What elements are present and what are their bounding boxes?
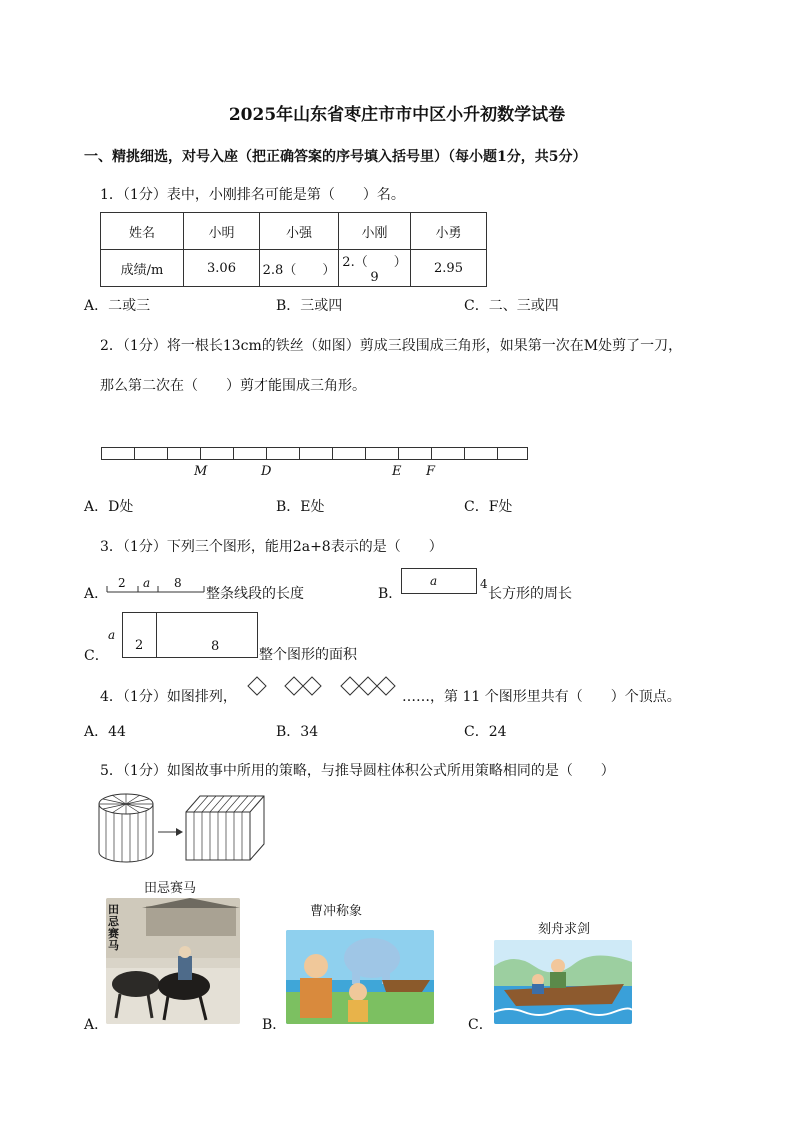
rectangle-length-label: a	[430, 574, 438, 588]
label-m: M	[194, 464, 208, 479]
caochong-elephant-image	[286, 930, 434, 1024]
kezhou-qiujian-image	[494, 940, 632, 1024]
table-cell: 小明	[184, 213, 260, 250]
composite-part-label: 8	[211, 639, 220, 654]
q3-option-c-label: C．	[84, 648, 109, 664]
question-4-text: 4．（1分）如图排列，	[100, 689, 237, 705]
ruler-tick	[299, 448, 300, 459]
q3-option-a-label: A．	[84, 586, 109, 602]
q4-option-a: A．44	[84, 724, 126, 740]
horse-race-illustration	[106, 898, 240, 1024]
q4-option-c: C．24	[464, 724, 507, 740]
q2-option-b: B．E处	[276, 499, 325, 515]
question-1-text: 1．（1分）表中，小刚排名可能是第（ ）名。	[100, 187, 405, 203]
table-cell: 3.06	[184, 250, 260, 287]
divider	[156, 613, 157, 657]
composite-part-label: 2	[135, 638, 144, 653]
label-f: F	[426, 464, 436, 479]
table-cell: 成绩/m	[101, 250, 184, 287]
q5-option-c: C．	[468, 1017, 493, 1033]
table-header-row	[101, 213, 487, 250]
q1-option-a: A．二或三	[84, 298, 151, 314]
q1-option-c: C．二、三或四	[464, 298, 559, 314]
q3-option-b-text: 长方形的周长	[488, 586, 572, 602]
table-cell: 小强	[260, 213, 339, 250]
label-d: D	[261, 464, 272, 479]
table-cell: 小刚	[339, 213, 411, 250]
boat-sword-illustration	[494, 940, 632, 1024]
q2-option-a: A．D处	[84, 499, 134, 515]
cylinder-to-cuboid-diagram	[96, 790, 271, 870]
score-table	[100, 212, 487, 287]
composite-side-label: a	[108, 628, 116, 642]
table-cell: 2.95	[411, 250, 487, 287]
rectangle-width-label: 4	[480, 577, 488, 591]
ruler-tick	[200, 448, 201, 459]
rectangle-diagram	[401, 568, 477, 594]
question-5-text: 5．（1分）如图故事中所用的策略，与推导圆柱体积公式所用策略相同的是（ ）	[100, 763, 615, 779]
q1-option-b: B．三或四	[276, 298, 343, 314]
ruler-tick	[365, 448, 366, 459]
segment-label: a	[143, 576, 151, 590]
diamond-pattern	[245, 676, 405, 700]
ruler-tick	[167, 448, 168, 459]
ruler-tick	[134, 448, 135, 459]
tianji-horse-race-image	[106, 898, 240, 1024]
ruler-tick	[266, 448, 267, 459]
question-2-text-line1: 2．（1分）将一根长13cm的铁丝（如图）剪成三段围成三角形，如果第一次在M处剪了一刀，	[100, 338, 683, 354]
table-row	[101, 250, 487, 287]
section-heading: 一、精挑细选，对号入座（把正确答案的序号填入括号里）（每小题1分，共5分）	[84, 149, 587, 165]
q3-option-c-text: 整个图形的面积	[259, 647, 357, 663]
q5-option-b: B．	[262, 1017, 287, 1033]
table-cell: 姓名	[101, 213, 184, 250]
table-cell: 小勇	[411, 213, 487, 250]
story-caption-a: 田忌赛马	[144, 881, 197, 896]
q5-option-a: A．	[84, 1017, 109, 1033]
ruler-tick	[431, 448, 432, 459]
question-4-text-suffix: ……，第 11 个图形里共有（ ）个顶点。	[402, 689, 681, 705]
q2-option-c: C．F处	[464, 499, 513, 515]
wire-ruler	[101, 447, 528, 460]
table-cell: 2.8（ ）	[260, 250, 339, 287]
page-title: 2025年山东省枣庄市市中区小升初数学试卷	[228, 105, 566, 125]
elephant-boat-illustration	[286, 930, 434, 1024]
question-3-text: 3．（1分）下列三个图形，能用2a+8表示的是（ ）	[100, 539, 443, 555]
segment-label: 8	[174, 576, 182, 590]
story-caption-b: 曹冲称象	[310, 904, 363, 919]
q3-option-b-label: B．	[378, 586, 403, 602]
story-caption-c: 刻舟求剑	[538, 922, 591, 937]
ruler-tick	[233, 448, 234, 459]
ruler-tick	[332, 448, 333, 459]
question-2-text-line2: 那么第二次在（ ）剪才能围成三角形。	[100, 378, 366, 394]
ruler-tick	[497, 448, 498, 459]
image-inset-title: 田忌赛马	[108, 903, 119, 952]
ruler-tick	[464, 448, 465, 459]
q3-option-a-text: 整条线段的长度	[206, 586, 304, 602]
segment-label: 2	[118, 576, 126, 590]
label-e: E	[392, 464, 402, 479]
table-cell: 2.（ ）9	[339, 250, 411, 287]
ruler-tick	[398, 448, 399, 459]
q4-option-b: B．34	[276, 724, 319, 740]
